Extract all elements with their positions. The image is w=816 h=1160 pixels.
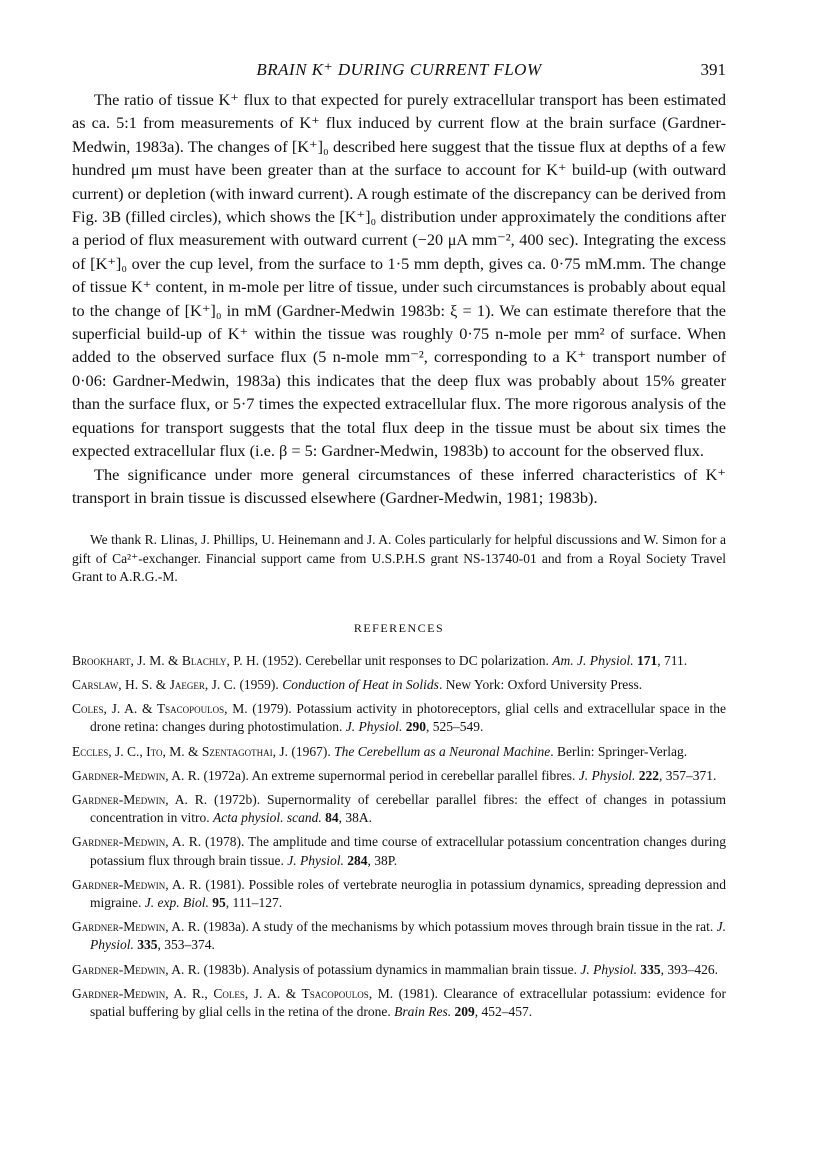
reference-item: [72, 676, 726, 694]
reference-year: (1959).: [236, 677, 283, 693]
reference-volume: 284: [343, 852, 368, 868]
reference-year: (1981).: [393, 985, 444, 1001]
reference-title: Clearance of extracellular potassium: evidence for spatial buffering by glial cells in the retina of the drone.: [90, 985, 727, 1020]
reference-journal: J. Physiol.: [345, 719, 403, 735]
reference-pages: , 38A.: [338, 810, 372, 826]
reference-journal: Brain Res.: [394, 1004, 452, 1020]
reference-year: (1979).: [247, 701, 297, 717]
reference-journal: Conduction of Heat in Solids: [282, 677, 439, 693]
reference-authors: Gardner-Medwin, A. R.: [72, 792, 208, 808]
reference-year: (1972a).: [200, 767, 252, 783]
reference-authors: Gardner-Medwin, A. R.: [72, 919, 201, 935]
reference-pages: , 353–374.: [157, 937, 215, 953]
reference-item: [72, 961, 726, 979]
page-number: 391: [700, 60, 726, 79]
reference-pages: , 393–426.: [660, 961, 718, 977]
reference-year: (1981).: [201, 876, 249, 892]
reference-title: Cerebellar unit responses to DC polarization.: [305, 652, 553, 668]
reference-item: [72, 833, 726, 869]
reference-pages: , 452–457.: [474, 1004, 533, 1020]
reference-title: Potassium activity in photoreceptors, glial cells and extracellular space in the drone retina: changes during photostimulation.: [90, 701, 726, 735]
reference-authors: Gardner-Medwin, A. R.: [72, 834, 202, 850]
acknowledgement-paragraph: We thank R. Llinas, J. Phillips, U. Heinemann and J. A. Coles particularly for helpful discussions and W. Simon for a gift of Ca²⁺-exchanger. Financial support came from U.S.P.H.S grant NS-13740-01 and from a Royal Society Travel Grant to A.R.G.-M.: [72, 532, 726, 585]
reference-volume: 95: [208, 895, 226, 911]
reference-journal: Acta physiol. scand.: [212, 810, 322, 826]
reference-item: [72, 876, 726, 912]
reference-pages: . New York: Oxford University Press.: [438, 677, 643, 693]
reference-year: (1967).: [288, 743, 335, 759]
journal-page: [72, 60, 726, 1027]
reference-authors: Carslaw, H. S. & Jaeger, J. C.: [72, 677, 237, 693]
reference-volume: 335: [636, 961, 661, 977]
page-header: [72, 60, 726, 88]
reference-item: [72, 700, 726, 736]
reference-title: The amplitude and time course of extracellular potassium concentration changes during potassium flux through brain tissue.: [90, 834, 726, 868]
reference-journal: The Cerebellum as a Neuronal Machine: [334, 743, 551, 759]
reference-year: (1983b).: [200, 961, 253, 977]
reference-journal: J. Physiol.: [90, 919, 726, 953]
reference-pages: . Berlin: Springer-Verlag.: [550, 743, 688, 759]
reference-volume: 171: [633, 652, 658, 668]
reference-title: A study of the mechanisms by which potassium moves through brain tissue in the rat.: [251, 919, 717, 935]
reference-item: [72, 652, 726, 670]
reference-authors: Coles, J. A. & Tsacopoulos, M.: [72, 701, 248, 717]
reference-pages: , 38P.: [367, 852, 398, 868]
body-paragraph-flux-ratio: The ratio of tissue K⁺ flux to that expected for purely extracellular transport has been estimated as ca. 5:1 from measurements of K⁺ flux induced by current flow at the brain surface (Gardner-Medwin, 1983a). The changes of [K⁺]₀ described here suggest that the tissue flux at depths of a few hundred μm must have been greater than at the surface to account for K⁺ build-up (with outward current) or depletion (with inward current). A rough estimate of the discrepancy can be derived from Fig. 3B (filled circles), which shows the [K⁺]₀ distribution under approximately the conditions after a period of flux measurement with outward current (−20 μA mm⁻², 400 sec). Integrating the excess of [K⁺]₀ over the cup level, from the surface to 1·5 mm depth, gives ca. 0·75 mM.mm. The change of tissue K⁺ content, in m-mole per litre of tissue, under such circumstances is probably about equal to the change of [K⁺]₀ in mM (Gardner-Medwin 1983b: ξ = 1). We can estimate therefore that the superficial build-up of K⁺ within the tissue was roughly 0·75 n-mole per mm² of surface. When added to the observed surface flux (5 n-mole mm⁻², corresponding to a K⁺ transport number of 0·06: Gardner-Medwin, 1983a) this indicates that the deep flux was probably about 15% greater than the surface flux, or 5·7 times the expected extracellular flux. The more rigorous analysis of the equations for transport suggests that the total flux deep in the tissue must be about six times the expected extracellular flux (i.e. β = 5: Gardner-Medwin, 1983b) to account for the observed flux.: [72, 90, 726, 461]
reference-pages: , 525–549.: [425, 719, 484, 735]
reference-year: (1952).: [259, 652, 306, 668]
reference-year: (1978).: [201, 834, 248, 850]
reference-authors: Gardner-Medwin, A. R.: [72, 767, 201, 783]
reference-journal: J. Physiol.: [578, 767, 636, 783]
reference-pages: , 711.: [657, 652, 688, 668]
reference-title: Analysis of potassium dynamics in mammalian brain tissue.: [252, 961, 581, 977]
reference-volume: 209: [451, 1004, 475, 1020]
reference-journal: J. Physiol.: [580, 961, 637, 977]
reference-title: Supernormality of cerebellar parallel fibres: the effect of changes in potassium concentration in vitro.: [90, 792, 726, 826]
reference-volume: 335: [133, 937, 158, 953]
running-title: BRAIN K⁺ DURING CURRENT FLOW: [256, 60, 542, 79]
reference-list: [72, 652, 726, 1021]
reference-journal: J. Physiol.: [287, 852, 344, 868]
reference-journal: Am. J. Physiol.: [552, 652, 634, 668]
reference-item: [72, 791, 726, 827]
reference-item: [72, 767, 726, 785]
reference-authors: Gardner-Medwin, A. R., Coles, J. A. & Tsacopoulos, M.: [72, 985, 394, 1001]
reference-authors: Eccles, J. C., Ito, M. & Szentagothai, J.: [72, 743, 288, 759]
reference-authors: Gardner-Medwin, A. R.: [72, 961, 201, 977]
reference-title: Possible roles of vertebrate neuroglia in potassium dynamics, spreading depression and migraine.: [90, 876, 726, 911]
reference-volume: 290: [402, 719, 426, 735]
references-heading: REFERENCES: [353, 620, 445, 635]
reference-volume: 222: [635, 767, 659, 783]
reference-item: [72, 985, 726, 1021]
reference-authors: Brookhart, J. M. & Blachly, P. H.: [72, 652, 260, 668]
reference-title: An extreme supernormal period in cerebellar parallel fibres.: [251, 767, 579, 783]
reference-pages: , 111–127.: [225, 895, 283, 911]
reference-year: (1983a).: [200, 919, 252, 935]
reference-authors: Gardner-Medwin, A. R.: [72, 876, 202, 892]
reference-item: [72, 743, 726, 761]
reference-journal: J. exp. Biol.: [144, 895, 209, 911]
reference-volume: 84: [321, 810, 339, 826]
reference-year: (1972b).: [207, 792, 267, 808]
reference-item: [72, 918, 726, 954]
reference-pages: , 357–371.: [658, 767, 717, 783]
body-paragraph-significance: The significance under more general circumstances of these inferred characteristics of K⁺ transport in brain tissue is discussed elsewhere (Gardner-Medwin, 1981; 1983b).: [72, 464, 726, 507]
